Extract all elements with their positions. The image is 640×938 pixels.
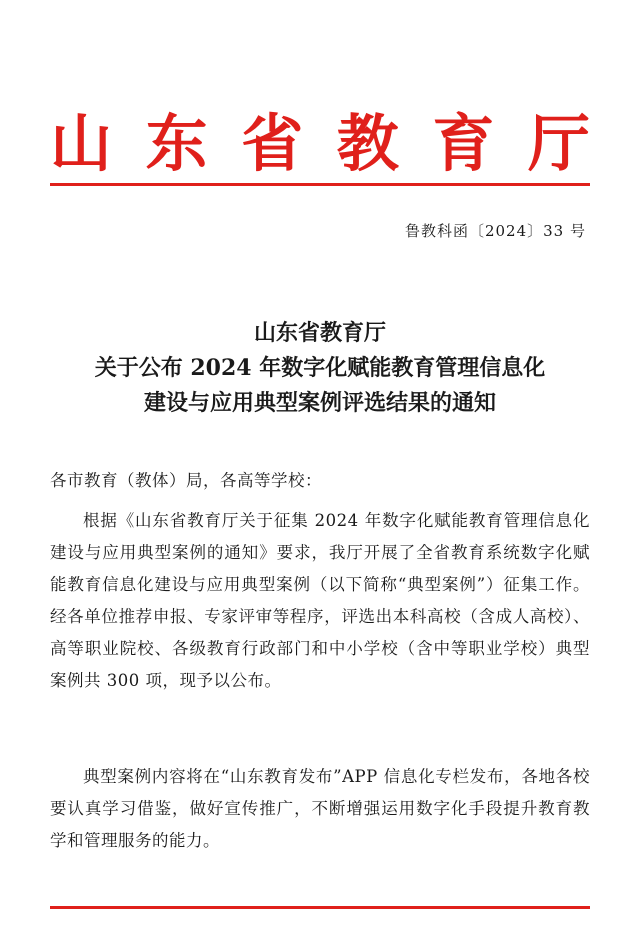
body-paragraph-2: 典型案例内容将在“山东教育发布”APP 信息化专栏发布，各地各校要认真学习借鉴，做好宣传推广，不断增强运用数字化手段提升教育教学和管理服务的能力。 [50, 767, 590, 850]
masthead-char: 教 [336, 107, 399, 180]
masthead-char: 厅 [527, 107, 590, 180]
title-line-1: 山东省教育厅 [253, 320, 386, 346]
masthead-char: 山 [50, 107, 113, 180]
masthead-char: 育 [432, 107, 495, 180]
masthead-divider [50, 183, 590, 186]
masthead-char: 省 [241, 107, 304, 180]
masthead-char: 东 [145, 107, 208, 180]
masthead-org-name [50, 108, 590, 180]
document-title [40, 316, 600, 421]
body-paragraph-1: 根据《山东省教育厅关于征集 2024 年数字化赋能教育管理信息化建设与应用典型案例的通知》要求，我厅开展了全省教育系统数字化赋能教育信息化建设与应用典型案例（以下简称“典型案例”）征集工作。经各单位推荐申报、专家评审等程序，评选出本科高校（含成人高校）、高等职业院校、各级教育行政部门和中小学校（含中等职业学校）典型案例共 300 项，现予以公布。 [50, 511, 590, 690]
salutation: 各市教育（教体）局，各高等学校： [50, 471, 322, 490]
title-line-3: 建设与应用典型案例评选结果的通知 [143, 390, 496, 416]
document-number: 鲁教科函〔2024〕33 号 [404, 222, 586, 240]
footer-divider [50, 906, 590, 909]
title-line-2: 关于公布 2024 年数字化赋能教育管理信息化 [94, 355, 546, 381]
